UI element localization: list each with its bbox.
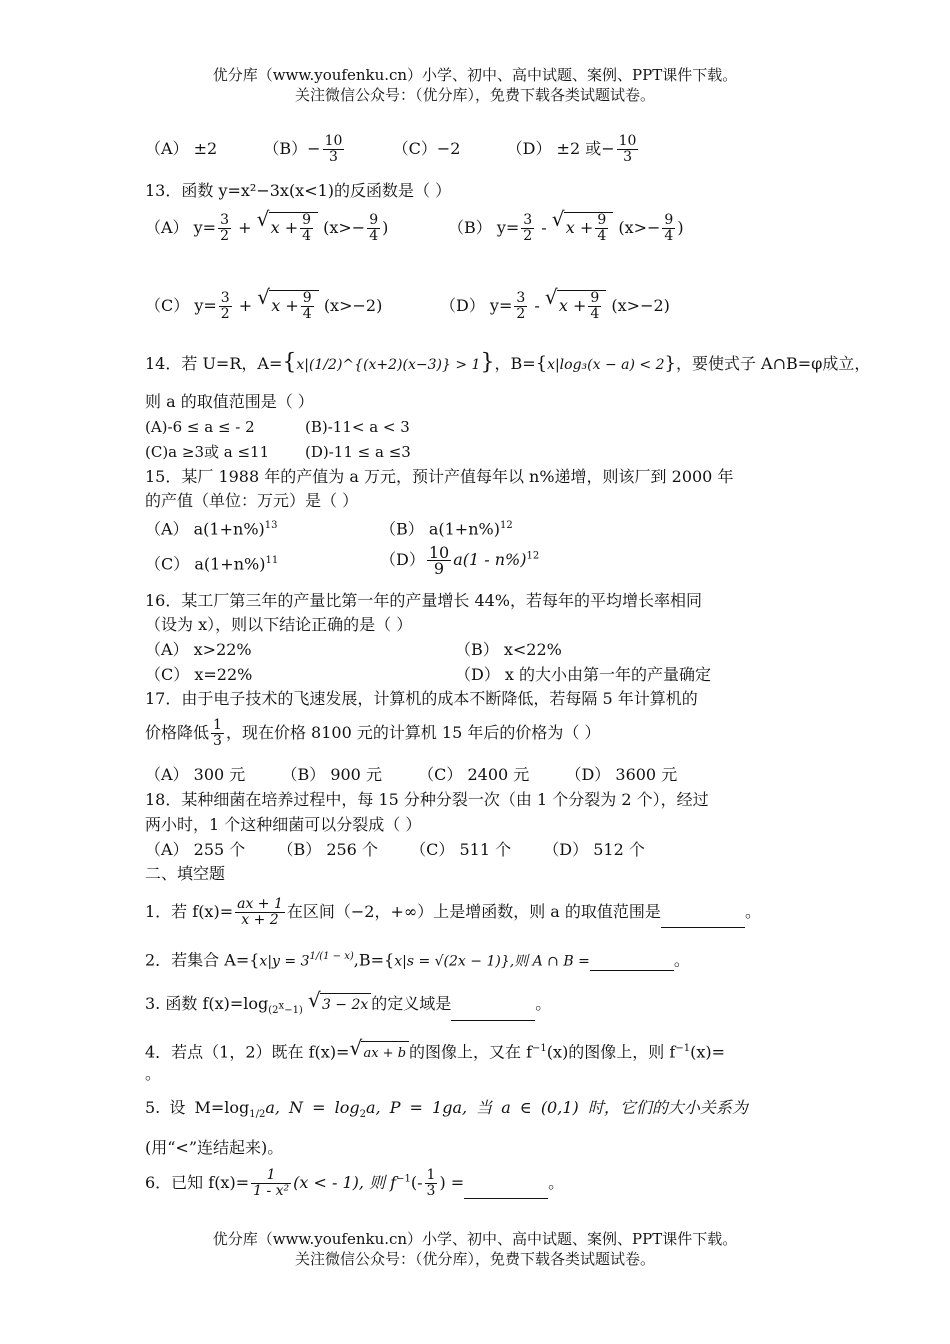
q13-option-a: （A） y=	[145, 218, 217, 237]
q12-option-b: （B）−	[263, 139, 321, 158]
q15-stem-2: 的产值（单位：万元）是（ ）	[145, 491, 359, 510]
q14-option-d: (D)-11 ≤ a ≤3	[305, 443, 411, 461]
q18-stem-1: 18．某种细菌在培养过程中，每 15 分种分裂一次（由 1 个分裂为 2 个），经过	[145, 790, 709, 809]
q13-stem: 13．函数 y=x²−3x(x<1)的反函数是（ ）	[145, 181, 452, 200]
fill-6: 6．已知 f(x)= $\frac{1}{\text{1 - x²}}$ (x < - 1), 则 $f^{-1}(-$ $\frac{1}{3}$ ) = 。	[145, 1167, 565, 1199]
q17-option-d: （D） 3600 元	[565, 765, 678, 784]
fill-5-line-2: (用“<”连结起来)。	[145, 1138, 284, 1157]
q18-option-a: （A） 255 个	[145, 840, 246, 859]
q17-stem-1: 17．由于电子技术的飞速发展，计算机的成本不断降低，若每隔 5 年计算机的	[145, 689, 698, 708]
q14-set-a: x|(1/2)^{(x+2)(x−3)} > 1	[296, 357, 481, 373]
q14-stem: 14．若 U=R，A={x|(1/2)^{(x+2)(x−3)} > 1}，B={x|log₃(x − a) < 2}，要使式子 A∩B=φ成立，	[145, 350, 871, 375]
footer-line-1: 优分库（www.youfenku.cn）小学、初中、高中试题、案例、PPT课件下载。	[212, 1230, 738, 1248]
fill-4-line-2: 。	[145, 1064, 162, 1083]
q13-option-b-line: （B） y= $\frac{3}{2}$ - √ x + $\frac{9}{4}$ (x>− $\frac{9}{4}$ )	[448, 212, 684, 244]
q15-option-c: （C） $a(1+n\%)^{11}$	[145, 554, 279, 574]
q13-option-c: （C） y=	[145, 296, 217, 315]
q15-stem-1: 15．某厂 1988 年的产值为 a 万元，预计产值每年以 n%递增，则该厂到 2000 年	[145, 467, 734, 486]
q13-option-d: （D） y=	[440, 296, 513, 315]
fill-1-blank[interactable]	[661, 913, 745, 928]
q18-stem-2: 两小时，1 个这种细菌可以分裂成（ ）	[145, 815, 422, 834]
q16-option-c: （C） x=22%	[145, 665, 253, 684]
q14-option-a: (A)-6 ≤ a ≤ - 2	[145, 418, 255, 436]
fill-5: 5. 设 $M=\log_{1/2}a$, $N = \log_2a$, P = 1ga, 当 a ∈ (0,1) 时，它们的大小关系为	[145, 1098, 748, 1121]
q13-c-root: √ x + $\frac{9}{4}$	[269, 290, 318, 322]
q16-stem-2: （设为 x），则以下结论正确的是（ ）	[145, 615, 413, 634]
q17-option-a: （A） 300 元	[145, 765, 246, 784]
q18-options	[145, 840, 645, 860]
fill-1: 1．若 f(x)= $\frac{ax + 1}{x + 2}$ 在区间（−2，+∞）上是增函数，则 a 的取值范围是 。	[145, 896, 761, 928]
header-line-1: 优分库（www.youfenku.cn）小学、初中、高中试题、案例、PPT课件下载。	[212, 66, 738, 84]
q15-option-d: （D） $\frac{10}{9}$ a(1 - n%)$^{12}$	[380, 543, 540, 578]
q14-set-b: x|log₃(x − a) < 2	[547, 357, 665, 373]
q18-option-c: （C） 511 个	[410, 840, 512, 859]
q13-option-d-line: （D） y= $\frac{3}{2}$ - √ x + $\frac{9}{4}$ (x>−2)	[440, 290, 670, 322]
q12-option-c: （C）−2	[392, 139, 461, 158]
q12-option-a: （A） ±2	[145, 139, 218, 158]
q17-option-c: （C） 2400 元	[418, 765, 530, 784]
fill-6-blank[interactable]	[464, 1184, 548, 1199]
fill-2-blank[interactable]	[590, 956, 674, 971]
q13-d-root: √ x + $\frac{9}{4}$	[557, 290, 606, 322]
q15-option-b: （B） $a(1+n\%)^{12}$	[380, 519, 513, 539]
q17-option-b: （B） 900 元	[281, 765, 382, 784]
header-line-2: 关注微信公众号：（优分库），免费下载各类试题试卷。	[294, 86, 655, 104]
q13-b-root: √ x + $\frac{9}{4}$	[564, 212, 613, 244]
q16-option-a: （A） x>22%	[145, 640, 252, 659]
q16-option-d: （D） x 的大小由第一年的产量确定	[455, 665, 712, 684]
q13-option-c-line: （C） y= $\frac{3}{2}$ + √ x + $\frac{9}{4}$ (x>−2)	[145, 290, 382, 322]
q12-options	[145, 134, 640, 165]
q14-line2: 则 a 的取值范围是（ ）	[145, 392, 314, 411]
q16-stem-1: 16．某工厂第三年的产量比第一年的产量增长 44%，若每年的平均增长率相同	[145, 591, 703, 610]
footer-line-2: 关注微信公众号：（优分库），免费下载各类试题试卷。	[294, 1250, 655, 1268]
fill-3-blank[interactable]	[451, 1006, 535, 1021]
q13-options-ab: （A） y= $\frac{3}{2}$ + √ x + $\frac{9}{4}$ (x>− $\frac{9}{4}$ )	[145, 212, 388, 244]
section-2-heading: 二、填空题	[145, 864, 226, 883]
q12-option-d: （D） ±2 或−	[506, 139, 615, 158]
q14-option-c: (C)a ≥3或 a ≤11	[145, 443, 270, 461]
q14-option-b: (B)-11< a < 3	[305, 418, 410, 436]
q13-option-b: （B） y=	[448, 218, 520, 237]
q17-stem-2: 价格降低 $\frac{1}{3}$ ，现在价格 8100 元的计算机 15 年后的价格为（ ）	[145, 717, 601, 749]
fill-2: 2．若集合 $A=\{x|y = 3^{1/(1 - x)},B=\{x|s = √(2x - 1)\}$,则 A ∩ B = 。	[145, 950, 690, 970]
q12-d-fraction: $\frac{10}{3}$	[618, 133, 637, 165]
q18-option-d: （D） 512 个	[543, 840, 645, 859]
fill-4: 4．若点（1，2）既在 f(x)=√ ax + b 的图像上，又在 $f^{-1}(x)$的图像上，则 $f^{-1}(x)=$	[145, 1039, 725, 1064]
fill-3: 3. 函数 $f(x)=\log_{(2^x-1)}$ √ 3 − 2x 的定义域是 。	[145, 993, 551, 1021]
q16-option-b: （B） x<22%	[455, 640, 562, 659]
q12-b-fraction: $\frac{10}{3}$	[324, 133, 343, 165]
q13-a-root: √ x + $\frac{9}{4}$	[269, 212, 318, 244]
q18-option-b: （B） 256 个	[277, 840, 378, 859]
q15-option-a: （A） $a(1+n\%)^{13}$	[145, 519, 278, 539]
q17-options	[145, 765, 677, 785]
